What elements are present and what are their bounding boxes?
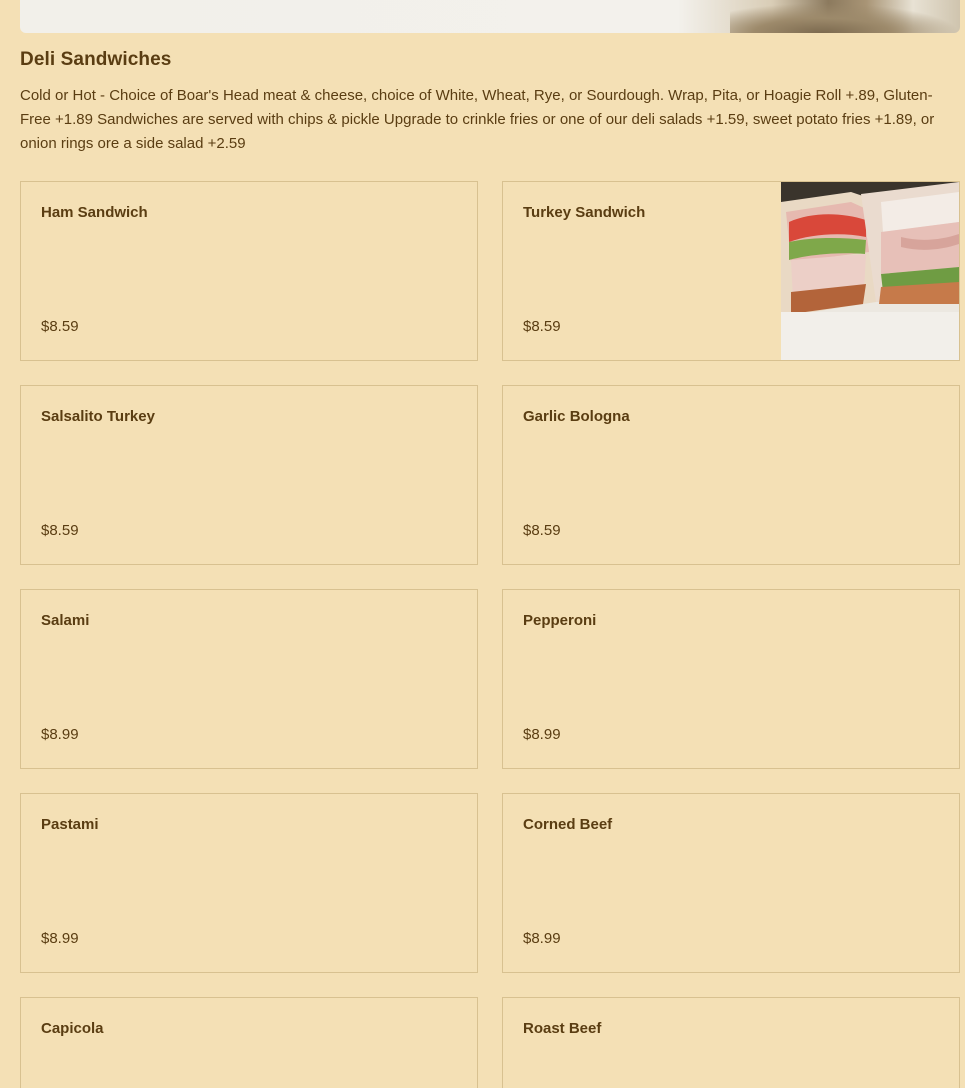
menu-item-pastami[interactable]	[20, 793, 478, 973]
menu-item-name: Salami	[41, 612, 90, 629]
menu-item-price: $8.59	[41, 318, 79, 335]
menu-item-price: $8.99	[523, 930, 561, 947]
menu-item-corned-beef[interactable]	[502, 793, 960, 973]
menu-item-price: $8.59	[523, 318, 561, 335]
hero-food-image	[20, 0, 960, 33]
menu-item-price: $8.59	[41, 522, 79, 539]
menu-item-garlic-bologna[interactable]	[502, 385, 960, 565]
menu-item-price: $8.59	[523, 522, 561, 539]
menu-item-name: Garlic Bologna	[523, 408, 630, 425]
hero-image-detail	[730, 3, 960, 33]
menu-item-name: Ham Sandwich	[41, 204, 148, 221]
menu-item-price: $8.99	[41, 930, 79, 947]
sandwich-image	[781, 182, 959, 360]
section-title: Deli Sandwiches	[20, 49, 172, 70]
menu-item-pepperoni[interactable]	[502, 589, 960, 769]
menu-item-name: Salsalito Turkey	[41, 408, 155, 425]
menu-item-salami[interactable]	[20, 589, 478, 769]
menu-item-name: Pepperoni	[523, 612, 597, 629]
section-description: Cold or Hot - Choice of Boar's Head meat & cheese, choice of White, Wheat, Rye, or Sourdough. Wrap, Pita, or Hoagie Roll +.89, Gluten-Free +1.89 Sandwiches are served with chips & pickle Upgrade to crinkle fries or one of our deli salads +1.59, sweet potato fries +1.89, or onion rings ore a side salad +2.59	[20, 87, 935, 152]
menu-item-salsalito-turkey[interactable]	[20, 385, 478, 565]
menu-item-capicola[interactable]	[20, 997, 478, 1088]
menu-item-name: Turkey Sandwich	[523, 204, 646, 221]
menu-item-name: Roast Beef	[523, 1020, 602, 1037]
menu-item-name: Corned Beef	[523, 816, 613, 833]
menu-item-name: Pastami	[41, 816, 99, 833]
menu-item-price: $8.99	[523, 726, 561, 743]
turkey-sandwich-photo	[781, 182, 959, 360]
menu-item-name: Capicola	[41, 1020, 104, 1037]
menu-item-ham-sandwich[interactable]	[20, 181, 478, 361]
menu-item-roast-beef[interactable]	[502, 997, 960, 1088]
menu-item-turkey-sandwich[interactable]	[502, 181, 960, 361]
menu-item-price: $8.99	[41, 726, 79, 743]
